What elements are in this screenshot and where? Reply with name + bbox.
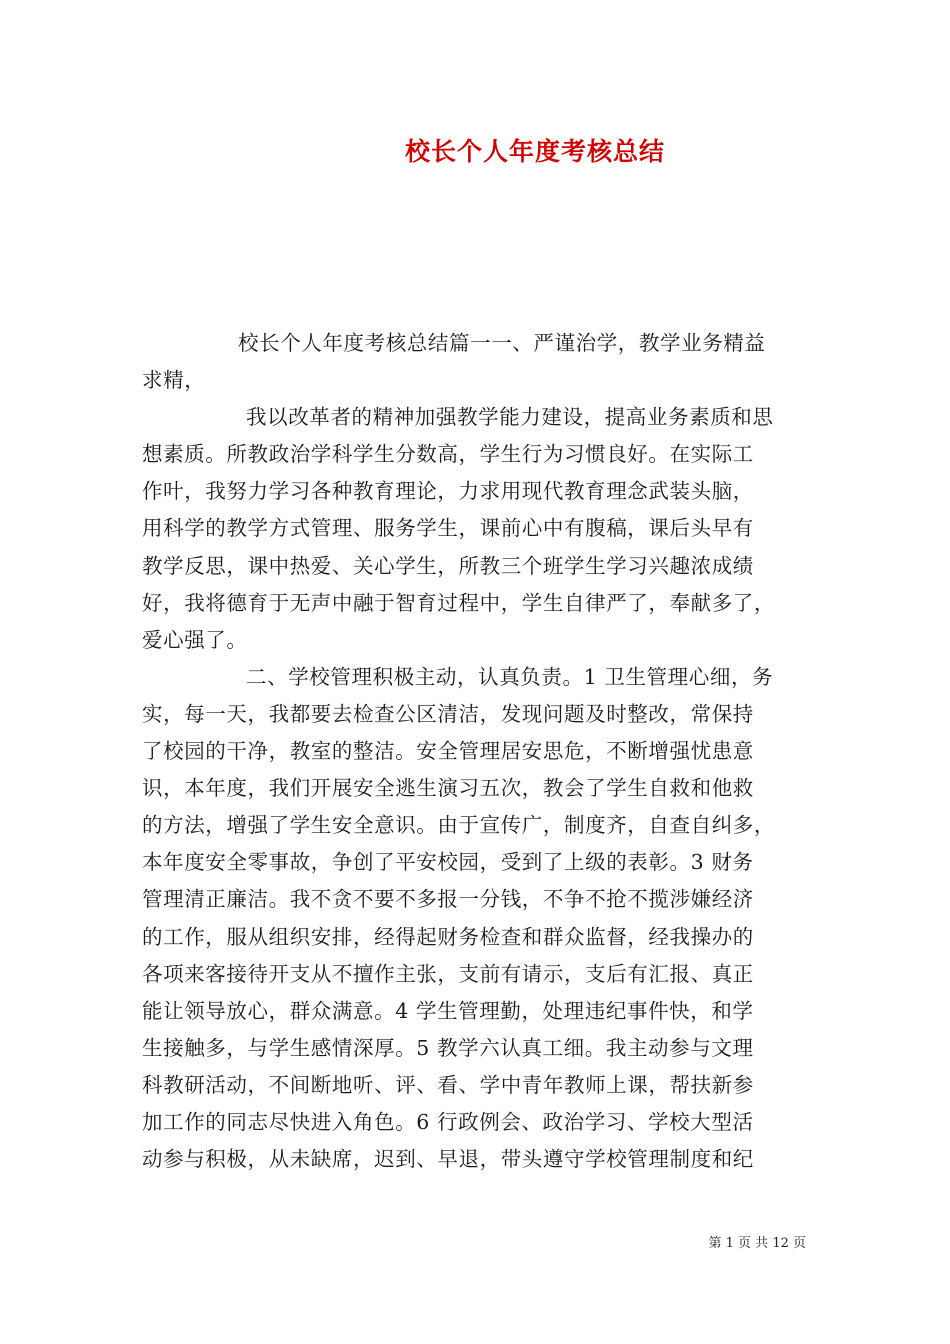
paragraph-1-line-1: 校长个人年度考核总结篇一一、严谨治学，教学业务精益 xyxy=(238,331,766,355)
paragraph-3-line-13: 加工作的同志尽快进入角色。6 行政例会、政治学习、学校大型活 xyxy=(142,1109,754,1134)
paragraph-2-line-7: 爱心强了。 xyxy=(142,627,248,652)
page-number-footer: 第 1 页 共 12 页 xyxy=(708,1236,806,1251)
paragraph-1-line-2: 求精， xyxy=(142,368,206,393)
paragraph-3-line-9: 各项来客接待开支从不擅作主张，支前有请示，支后有汇报、真正 xyxy=(142,961,754,986)
paragraph-3-line-5: 的方法，增强了学生安全意识。由于宣传广，制度齐，自查自纠多， xyxy=(142,813,775,838)
paragraph-2-line-3: 作叶，我努力学习各种教育理论，力求用现代教育理念武装头脑， xyxy=(142,479,754,504)
document-body xyxy=(142,325,808,1178)
paragraph-2-line-5: 教学反思，课中热爱、关心学生，所教三个班学生学习兴趣浓成绩 xyxy=(142,553,754,578)
paragraph-2-line-2: 想素质。所教政治学科学生分数高，学生行为习惯良好。在实际工 xyxy=(142,442,754,467)
paragraph-3-line-14: 动参与积极，从未缺席，迟到、早退，带头遵守学校管理制度和纪 xyxy=(142,1147,754,1172)
paragraph-3-line-7: 管理清正廉洁。我不贪不要不多报一分钱，不争不抢不揽涉嫌经济 xyxy=(142,887,754,912)
paragraph-3-line-6: 本年度安全零事故，争创了平安校园，受到了上级的表彰。3 财务 xyxy=(142,850,754,875)
paragraph-3-line-12: 科教研活动，不间断地听、评、看、学中青年教师上课，帮扶新参 xyxy=(142,1072,754,1097)
paragraph-3-line-4: 识，本年度，我们开展安全逃生演习五次，教会了学生自救和他救 xyxy=(142,776,754,801)
paragraph-2-line-1: 我以改革者的精神加强教学能力建设，提高业务素质和思 xyxy=(246,405,774,430)
paragraph-2-line-6: 好，我将德育于无声中融于智育过程中，学生自律严了，奉献多了， xyxy=(142,590,775,615)
paragraph-3-line-8: 的工作，服从组织安排，经得起财务检查和群众监督，经我操办的 xyxy=(142,924,754,949)
paragraph-3-line-11: 生接触多，与学生感情深厚。5 教学六认真工细。我主动参与文理 xyxy=(142,1035,754,1060)
paragraph-3-line-10: 能让领导放心，群众满意。4 学生管理勤，处理违纪事件快，和学 xyxy=(142,998,754,1023)
paragraph-2-line-4: 用科学的教学方式管理、服务学生，课前心中有腹稿，课后头早有 xyxy=(142,516,754,541)
paragraph-3-line-3: 了校园的干净，教室的整洁。安全管理居安思危，不断增强忧患意 xyxy=(142,739,754,764)
document-title: 校长个人年度考核总结 xyxy=(404,137,665,166)
paragraph-3-line-2: 实，每一天，我都要去检查公区清洁，发现问题及时整改，常保持 xyxy=(142,701,754,726)
paragraph-3-line-1: 二、学校管理积极主动，认真负责。1 卫生管理心细，务 xyxy=(246,664,774,689)
